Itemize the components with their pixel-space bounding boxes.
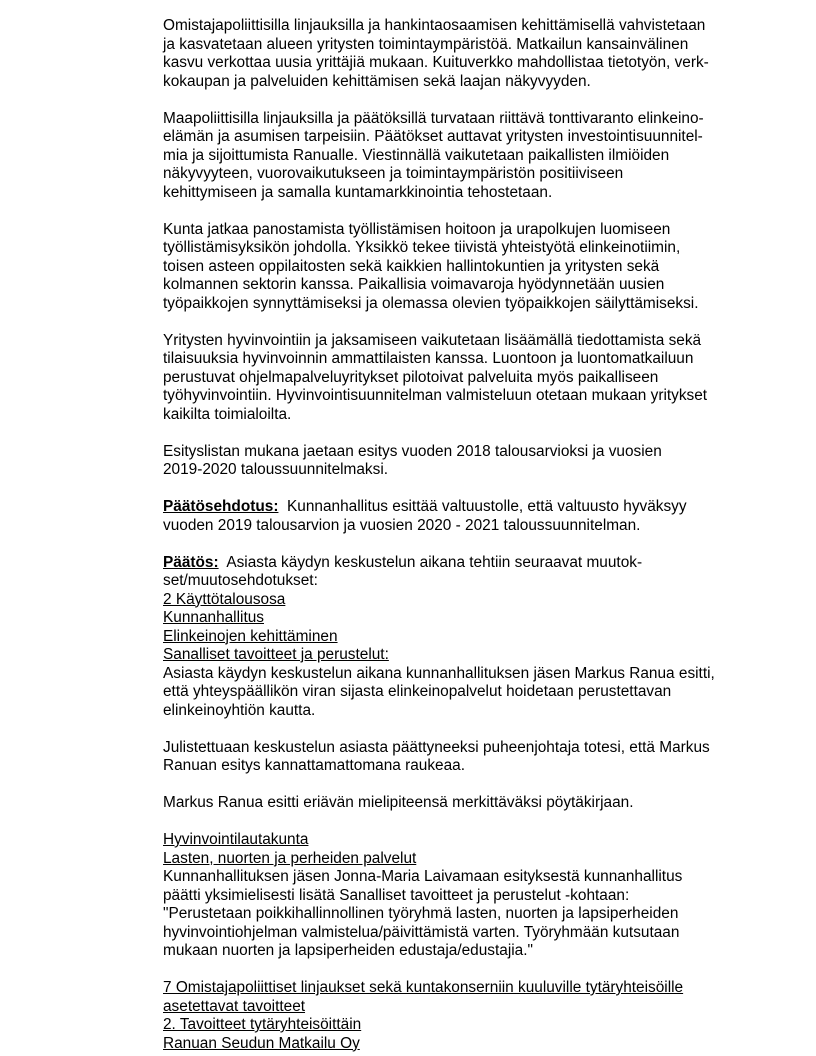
paragraph-ownership-policy [163,17,763,91]
text-line: Markus Ranua esitti eriävän mielipiteensä merkittäväksi pöytäkirjaan. [163,794,634,811]
text-line: mia ja sijoittumista Ranualle. Viestinnällä vaikutetaan paikallisten ilmiöiden [163,146,670,164]
paragraph-wellbeing-board [163,831,763,961]
decision-label: Päätös: [163,553,219,571]
text-line: kasvu verkottaa uusia yrittäjiä mukaan. Kuituverkko mahdollistaa tietotyön, verk- [163,54,709,71]
text-line: Julistettuaan keskustelun asiasta päättyneeksi puheenjohtaja totesi, että Markus [163,738,710,756]
text-line: hyvinvointiohjelman valmistelua/päivittämistä varten. Työryhmään kutsutaan [163,923,680,941]
text-line: ja kasvatetaan alueen yritysten toimintaympäristöä. Matkailun kansainvälinen [163,35,689,53]
text-line: Esityslistan mukana jaetaan esitys vuoden 2018 talousarvioksi ja vuosien [163,442,662,460]
text-line: kolmannen sektorin kanssa. Paikallisia voimavaroja hyödynnetään uusien [163,276,665,293]
text-line: elinkeinoyhtiön kautta. [163,701,316,719]
text-line [163,498,763,517]
paragraph-agenda-budget [163,443,763,480]
text-line: elämän ja asumisen tarpeisiin. Päätökset auttavat yritysten investointisuunnitel- [163,128,703,145]
section-heading: Elinkeinojen kehittäminen [163,627,338,645]
text-line: että yhteyspäällikön viran sijasta elinkeinopalvelut hoidetaan perustettavan [163,683,672,700]
paragraph-wellbeing [163,332,763,425]
text-line: vuoden 2019 talousarvion ja vuosien 2020 - 2021 taloussuunnitelman. [163,516,641,534]
section-heading: Lasten, nuorten ja perheiden palvelut [163,849,417,867]
section-heading: Kunnanhallitus [163,609,264,626]
paragraph-employment [163,221,763,314]
section-heading: Hyvinvointilautakunta [163,831,309,848]
text-line: Asiasta käydyn keskustelun aikana kunnanhallituksen jäsen Markus Ranua esitti, [163,664,715,682]
text-line [163,554,763,573]
section-heading: Ranuan Seudun Matkailu Oy [163,1034,360,1052]
document-page [163,17,763,1053]
text-line: kehittymiseen ja samalla kuntamarkkinointia tehostetaan. [163,183,553,201]
text-line: Maapoliittisilla linjauksilla ja päätöksillä turvataan riittävä tonttivaranto elinkeino- [163,109,704,127]
text-line: Kunnanhallituksen jäsen Jonna-Maria Laivamaan esityksestä kunnanhallitus [163,868,683,885]
text-line: Ranuan esitys kannattamattomana raukeaa. [163,757,466,774]
paragraph-land-policy [163,110,763,203]
text-line: tilaisuuksia hyvinvoinnin ammattilaisten kanssa. Luontoon ja luontomatkailuun [163,350,694,367]
paragraph-chair-statement [163,739,763,776]
section-heading: Sanalliset tavoitteet ja perustelut: [163,646,389,663]
paragraph-dissent [163,794,763,813]
text-line: näkyvyyteen, vuorovaikutukseen ja toimintaympäristön positiiviseen [163,165,624,182]
decision-text: Asiasta käydyn keskustelun aikana tehtiin seuraavat muutok- [226,553,643,571]
text-line: perustuvat ohjelmapalveluyritykset pilotoivat palveluita myös paikalliseen [163,368,659,386]
text-line: työpaikkojen synnyttämiseksi ja olemassa olevien työpaikkojen säilyttämiseksi. [163,294,699,312]
text-line: "Perustetaan poikkihallinnollinen työryhmä lasten, nuorten ja lapsiperheiden [163,905,679,922]
text-line: mukaan nuorten ja lapsiperheiden edustaja/edustajia." [163,942,533,959]
proposal-label: Päätösehdotus: [163,498,279,515]
paragraph-subsidiaries [163,979,763,1053]
section-heading: 7 Omistajapoliittiset linjaukset sekä kuntakonserniin kuuluville tytäryhteisöille [163,979,684,996]
section-heading: 2 Käyttötalousosa [163,590,286,608]
text-line: päätti yksimielisesti lisätä Sanalliset tavoitteet ja perustelut -kohtaan: [163,886,630,904]
proposal-text: Kunnanhallitus esittää valtuustolle, että valtuusto hyväksyy [287,498,687,515]
section-heading: asetettavat tavoitteet [163,997,306,1015]
text-line: työhyvinvointiin. Hyvinvointisuunnitelman valmisteluun otetaan mukaan yritykset [163,387,708,404]
text-line: kaikilta toimialoilta. [163,405,292,423]
text-line: set/muutosehdotukset: [163,572,318,589]
text-line: Kunta jatkaa panostamista työllistämisen hoitoon ja urapolkujen luomiseen [163,220,671,238]
text-line: 2019-2020 taloussuunnitelmaksi. [163,461,389,478]
text-line: Yritysten hyvinvointiin ja jaksamiseen vaikutetaan lisäämällä tiedottamista sekä [163,331,702,349]
text-line: kokaupan ja palveluiden kehittämisen sekä laajan näkyvyyden. [163,72,591,90]
text-line: toisen asteen oppilaitosten sekä kaikkien hallintokuntien ja yritysten sekä [163,257,660,275]
decision [163,554,763,665]
paragraph-ranua-proposal [163,665,763,721]
decision-proposal [163,498,763,535]
text-line: Omistajapoliittisilla linjauksilla ja hankintaosaamisen kehittämisellä vahvistetaan [163,17,706,34]
section-heading: 2. Tavoitteet tytäryhteisöittäin [163,1016,362,1033]
text-line: työllistämisyksikön johdolla. Yksikkö tekee tiivistä yhteistyötä elinkeinotiimin, [163,239,681,256]
